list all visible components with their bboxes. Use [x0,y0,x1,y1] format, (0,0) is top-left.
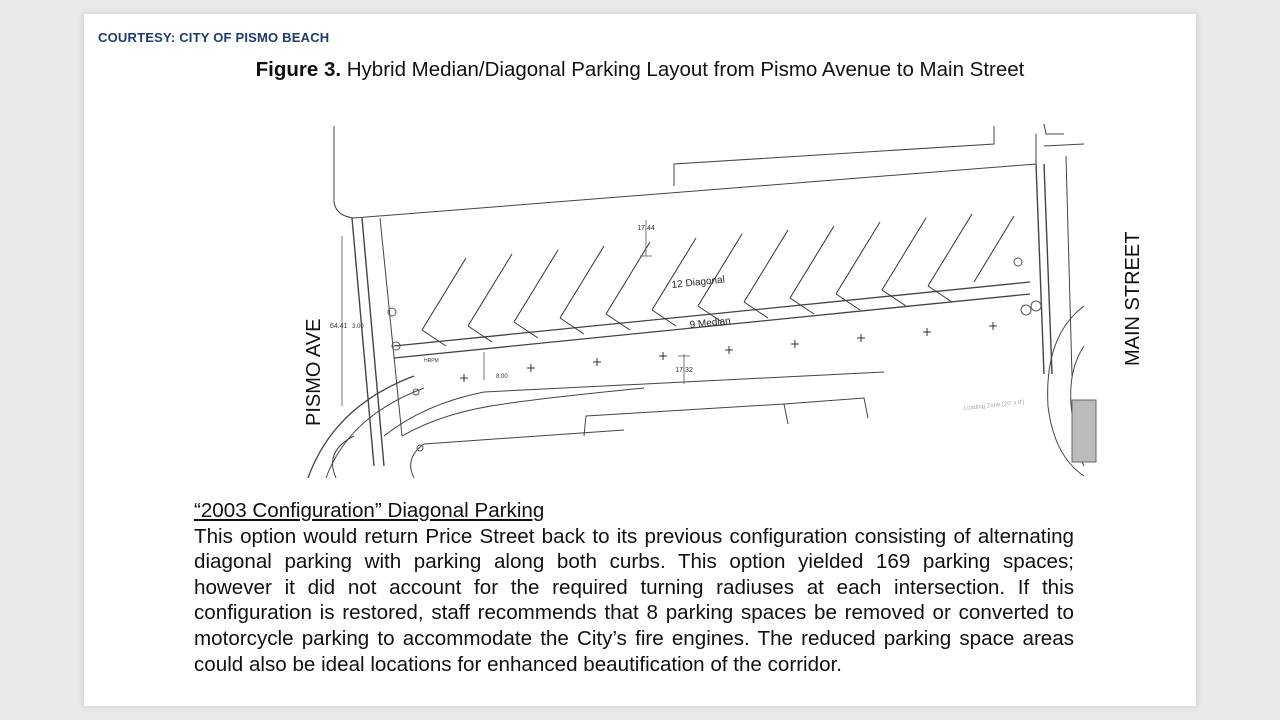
loading-zone-hatch [1072,400,1096,462]
document-page [84,14,1196,706]
label-diagonal: 12 Diagonal [671,274,726,291]
courtesy-credit: COURTESY: CITY OF PISMO BEACH [98,30,330,45]
loading-zone-label: Loading Zone (20' x 8') [963,399,1025,412]
parking-layout-drawing [184,106,1144,478]
dim-left-small-label: 3.00 [352,324,364,330]
hrpm-label: HRPM [424,358,439,364]
top-building-outline [674,126,994,186]
dim-left-label: 64.41 [330,323,348,330]
street-label-left: PISMO AVE [303,318,325,426]
figure-caption: Hybrid Median/Diagonal Parking Layout from Pismo Avenue to Main Street [346,58,1025,81]
dim-median-label: 8.00 [496,374,508,380]
section-body: This option would return Price Street back to its previous configuration consisting of alternating diagonal parking with parking along both curbs. This option yielded 169 parking spaces; however it did not account for the required turning radiuses at each intersection. If this configuration is restored, staff recommends that 8 parking spaces be removed or converted to motorcycle parking to accommodate the City’s fire engines. The reduced parking space areas could also be ideal locations for enhanced beautification of the corridor. [194,524,1074,676]
figure-label: Figure 3. [255,58,342,81]
label-median: 9 Median [689,315,732,331]
dim-top-label: 17.44 [637,225,655,232]
dim-bottom-label: 17.32 [675,367,693,374]
top-curb-line [334,126,1036,218]
section-heading: “2003 Configuration” Diagonal Parking [194,499,545,522]
bottom-building-outline [584,398,868,436]
figure-title [84,58,1196,82]
left-crosswalk-line [352,218,374,466]
section-text [194,498,1074,677]
right-crosswalk-line [1036,164,1044,374]
street-label-right: MAIN STREET [1122,231,1144,366]
